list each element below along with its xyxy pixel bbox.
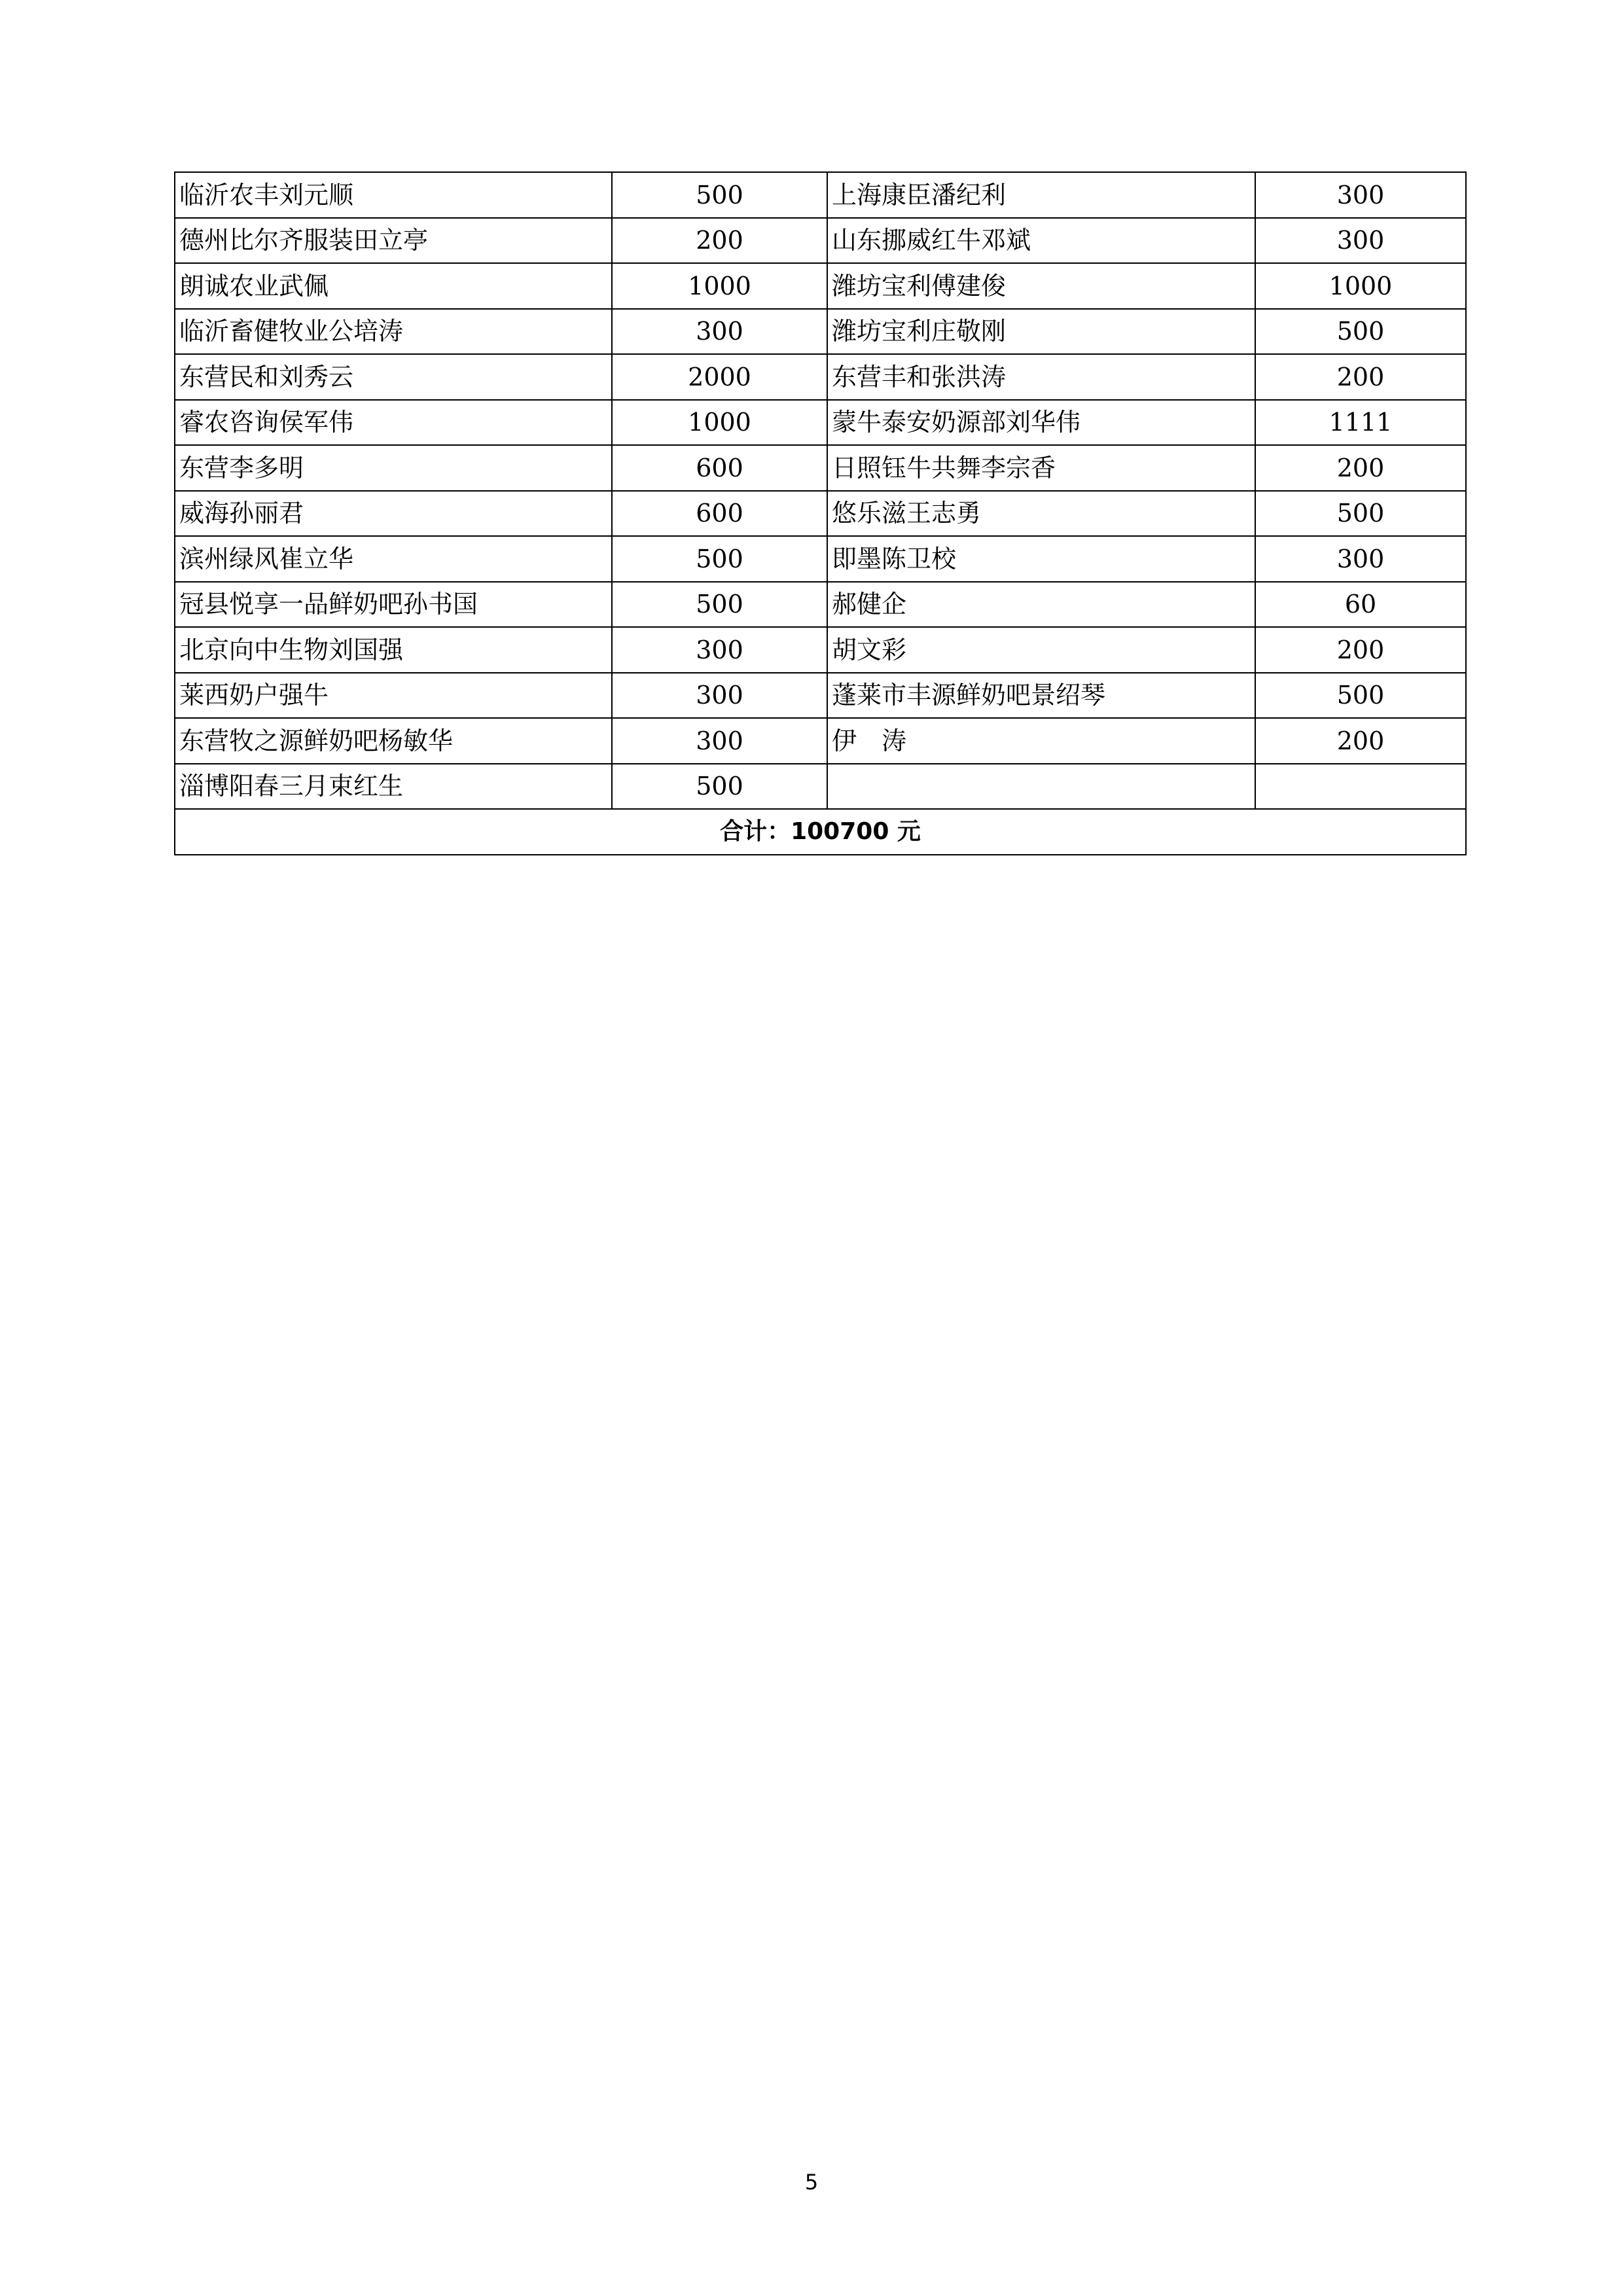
donor-name-cell: 上海康臣潘纪利 [827,172,1255,218]
donation-amount-cell: 300 [1255,172,1466,218]
donation-amount-cell: 60 [1255,582,1466,628]
donor-name-cell: 威海孙丽君 [175,491,612,537]
donation-amount-cell: 500 [1255,309,1466,355]
donation-amount-cell: 200 [1255,627,1466,673]
donation-amount-cell: 500 [612,172,827,218]
donor-name-cell: 蓬莱市丰源鲜奶吧景绍琴 [827,673,1255,719]
page-number: 5 [804,2170,819,2195]
donor-name-cell: 潍坊宝利庄敬刚 [827,309,1255,355]
donation-amount-cell: 300 [612,673,827,719]
table-row [175,309,1466,355]
donation-amount-cell: 1000 [612,400,827,446]
table-row [175,445,1466,491]
table-row [175,172,1466,218]
donation-amount-cell: 200 [1255,718,1466,764]
donation-amount-cell: 200 [612,218,827,264]
donation-amount-cell: 500 [612,536,827,582]
donor-name-cell: 冠县悦享一品鲜奶吧孙书国 [175,582,612,628]
donation-amount-cell: 500 [1255,673,1466,719]
donation-amount-cell: 300 [612,627,827,673]
donor-name-cell: 悠乐滋王志勇 [827,491,1255,537]
table-row [175,673,1466,719]
donation-amount-cell: 1000 [612,263,827,309]
total-cell: 合计：100700 元 [175,809,1466,855]
donor-name-cell: 东营牧之源鲜奶吧杨敏华 [175,718,612,764]
donation-amount-cell: 500 [612,582,827,628]
donor-name-cell: 即墨陈卫校 [827,536,1255,582]
donation-amount-cell: 300 [1255,536,1466,582]
donor-name-cell [827,764,1255,810]
donor-name-cell: 潍坊宝利傅建俊 [827,263,1255,309]
donor-name-cell: 东营丰和张洪涛 [827,354,1255,400]
donation-amount-cell: 600 [612,491,827,537]
table-row [175,400,1466,446]
donor-name-cell: 东营民和刘秀云 [175,354,612,400]
donation-amount-cell: 300 [612,718,827,764]
donation-amount-cell: 500 [612,764,827,810]
donation-amount-cell: 200 [1255,445,1466,491]
donor-name-cell: 朗诚农业武佩 [175,263,612,309]
donor-name-cell: 德州比尔齐服装田立亭 [175,218,612,264]
donation-amount-cell: 1111 [1255,400,1466,446]
donor-name-cell: 日照钰牛共舞李宗香 [827,445,1255,491]
table-row [175,354,1466,400]
donation-amount-cell: 200 [1255,354,1466,400]
table-row [175,627,1466,673]
donor-name-cell: 山东挪威红牛邓斌 [827,218,1255,264]
table-row [175,491,1466,537]
table-body [175,172,1466,855]
table-row [175,764,1466,810]
donor-name-cell: 莱西奶户强牛 [175,673,612,719]
donation-amount-cell [1255,764,1466,810]
donor-name-cell: 伊 涛 [827,718,1255,764]
donor-name-cell: 郝健企 [827,582,1255,628]
donation-amount-cell: 500 [1255,491,1466,537]
donation-amount-cell: 300 [1255,218,1466,264]
donor-name-cell: 临沂农丰刘元顺 [175,172,612,218]
table-row [175,218,1466,264]
donor-name-cell: 临沂畜健牧业公培涛 [175,309,612,355]
donor-name-cell: 东营李多明 [175,445,612,491]
donation-amount-cell: 300 [612,309,827,355]
table-row [175,263,1466,309]
donor-name-cell: 北京向中生物刘国强 [175,627,612,673]
donation-table [174,171,1467,855]
table-row [175,582,1466,628]
donation-amount-cell: 2000 [612,354,827,400]
donation-amount-cell: 600 [612,445,827,491]
donor-name-cell: 胡文彩 [827,627,1255,673]
donor-name-cell: 睿农咨询侯军伟 [175,400,612,446]
table-row [175,718,1466,764]
donor-name-cell: 滨州绿风崔立华 [175,536,612,582]
donor-name-cell: 蒙牛泰安奶源部刘华伟 [827,400,1255,446]
donor-name-cell: 淄博阳春三月束红生 [175,764,612,810]
total-row [175,809,1466,855]
table-row [175,536,1466,582]
donation-amount-cell: 1000 [1255,263,1466,309]
